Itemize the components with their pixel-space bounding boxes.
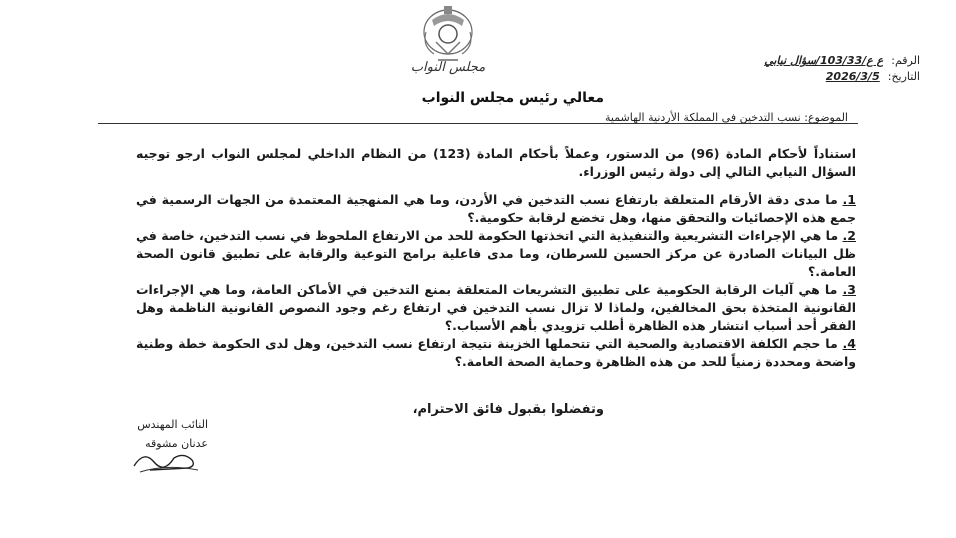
jordan-coat-of-arms-icon bbox=[418, 2, 478, 64]
date-value: 2026/3/5 bbox=[825, 70, 880, 83]
date-label: التاريخ: bbox=[887, 70, 920, 83]
subject-label: الموضوع: bbox=[804, 111, 848, 124]
council-name: مجلس النواب bbox=[410, 60, 486, 75]
reference-number bbox=[764, 54, 920, 67]
question-3 bbox=[136, 281, 856, 335]
reference-label: الرقم: bbox=[891, 54, 920, 67]
question-4 bbox=[136, 335, 856, 371]
subject-text: نسب التدخين في المملكة الأردنية الهاشمية bbox=[604, 111, 801, 124]
question-1 bbox=[136, 191, 856, 227]
question-2 bbox=[136, 227, 856, 281]
signatory-name: عدنان مشوقه bbox=[145, 437, 208, 450]
letter-date bbox=[826, 70, 920, 83]
question-number: 1. bbox=[842, 192, 856, 207]
reference-value: ع ع/103/33/سؤال نيابي bbox=[764, 54, 884, 67]
question-text: ما هي آليات الرقابة الحكومية على تطبيق التشريعات المتعلقة بمنع التدخين في الأماكن العامة، وما هي الإجراءات القانونية المتخذة بحق المخالفين، ولماذا لا تزال نسب التدخين في ارتفاع رغم وجود النصوص القانونية الناظمة وهل الفقر أحد أسباب انتشار هذه الظاهرة أطلب تزويدي بأهم الأسباب.؟ bbox=[136, 282, 856, 333]
intro-paragraph: استناداً لأحكام المادة (96) من الدستور، وعملاً بأحكام المادة (123) من النظام الداخلي لمجلس النواب ارجو توجيه السؤال النيابي التالي إلى دولة رئيس الوزراء. bbox=[136, 146, 857, 179]
letter-body bbox=[136, 145, 856, 371]
question-number: 4. bbox=[842, 336, 856, 351]
closing-line: وتفضلوا بقبول فائق الاحترام، bbox=[412, 402, 604, 417]
handwritten-signature-icon bbox=[130, 446, 202, 476]
question-number: 2. bbox=[842, 228, 856, 243]
question-text: ما هي الإجراءات التشريعية والتنفيذية التي اتخذتها الحكومة للحد من الارتفاع الملحوظ في نسب التدخين، خاصة في ظل البيانات الصادرة عن مركز الحسين للسرطان، وما مدى فاعلية برامج التوعية والرقابة على تطبيق قانون الصحة العامة.؟ bbox=[136, 228, 856, 279]
question-number: 3. bbox=[842, 282, 856, 297]
question-text: ما مدى دقة الأرقام المتعلقة بارتفاع نسب التدخين في الأردن، وما هي المنهجية المعتمدة من الجهات الرسمية في جمع هذه الإحصائيات والتحقق منها، وهل تخضع لرقابة حكومية.؟ bbox=[136, 192, 856, 225]
signatory-title: النائب المهندس bbox=[137, 418, 208, 431]
question-text: ما حجم الكلفة الاقتصادية والصحية التي تتحملها الخزينة نتيجة ارتفاع نسب التدخين، وهل لدى الحكومة خطة وطنية واضحة ومحددة زمنياً للحد من هذه الظاهرة وحماية الصحة العامة.؟ bbox=[136, 336, 856, 369]
salutation: معالي رئيس مجلس النواب bbox=[421, 90, 604, 106]
subject-divider bbox=[98, 123, 858, 124]
